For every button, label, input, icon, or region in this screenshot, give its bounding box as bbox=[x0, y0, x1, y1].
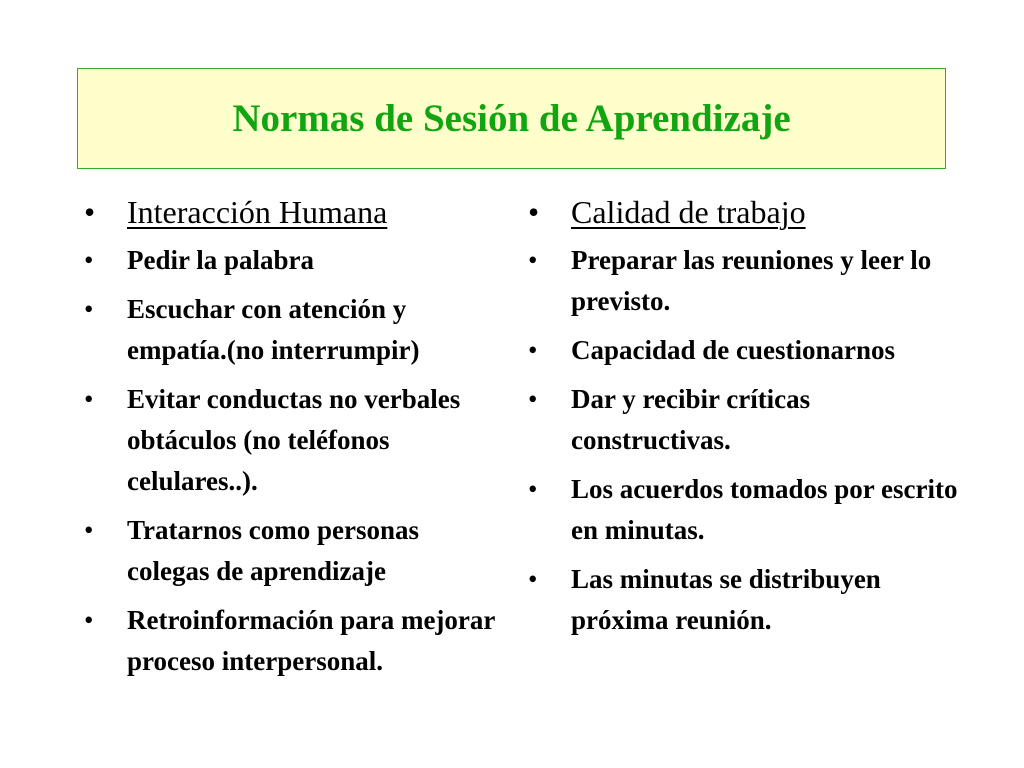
slide-title: Normas de Sesión de Aprendizaje bbox=[232, 97, 791, 140]
list-item-text: Dar y recibir críticas constructivas. bbox=[571, 384, 811, 455]
bullet-icon: • bbox=[528, 564, 538, 594]
list-item bbox=[528, 469, 968, 551]
bullet-icon: • bbox=[84, 605, 94, 635]
list-item bbox=[528, 379, 968, 461]
list-item bbox=[84, 379, 504, 502]
right-column-heading bbox=[528, 190, 968, 234]
bullet-icon: • bbox=[528, 194, 540, 230]
list-item bbox=[528, 559, 968, 641]
title-box bbox=[77, 68, 946, 169]
bullet-icon: • bbox=[528, 474, 538, 504]
left-column bbox=[84, 190, 504, 690]
left-column-heading bbox=[84, 190, 504, 234]
list-item-text: Escuchar con atención y empatía.(no interrumpir) bbox=[127, 294, 420, 365]
bullet-icon: • bbox=[84, 384, 94, 414]
bullet-icon: • bbox=[528, 335, 538, 365]
left-heading-label: Interacción Humana bbox=[127, 194, 388, 230]
list-item bbox=[528, 240, 968, 322]
list-item-text: Evitar conductas no verbales obtáculos (no teléfonos celulares..). bbox=[127, 384, 461, 496]
list-item-text: Preparar las reuniones y leer lo previsto. bbox=[571, 245, 932, 316]
bullet-icon: • bbox=[528, 384, 538, 414]
list-item bbox=[84, 240, 504, 281]
bullet-icon: • bbox=[84, 294, 94, 324]
list-item bbox=[84, 289, 504, 371]
list-item bbox=[528, 330, 968, 371]
bullet-icon: • bbox=[84, 245, 94, 275]
list-item-text: Retroinformación para mejorar proceso interpersonal. bbox=[127, 605, 495, 676]
list-item-text: Capacidad de cuestionarnos bbox=[571, 335, 896, 365]
right-heading-label: Calidad de trabajo bbox=[571, 194, 806, 230]
list-item-text: Tratarnos como personas colegas de aprendizaje bbox=[127, 515, 419, 586]
list-item-text: Los acuerdos tomados por escrito en minutas. bbox=[571, 474, 958, 545]
list-item bbox=[84, 510, 504, 592]
right-column bbox=[528, 190, 968, 649]
bullet-icon: • bbox=[84, 515, 94, 545]
list-item bbox=[84, 600, 504, 682]
bullet-icon: • bbox=[84, 194, 96, 230]
list-item-text: Las minutas se distribuyen próxima reunión. bbox=[571, 564, 881, 635]
bullet-icon: • bbox=[528, 245, 538, 275]
list-item-text: Pedir la palabra bbox=[127, 245, 315, 275]
